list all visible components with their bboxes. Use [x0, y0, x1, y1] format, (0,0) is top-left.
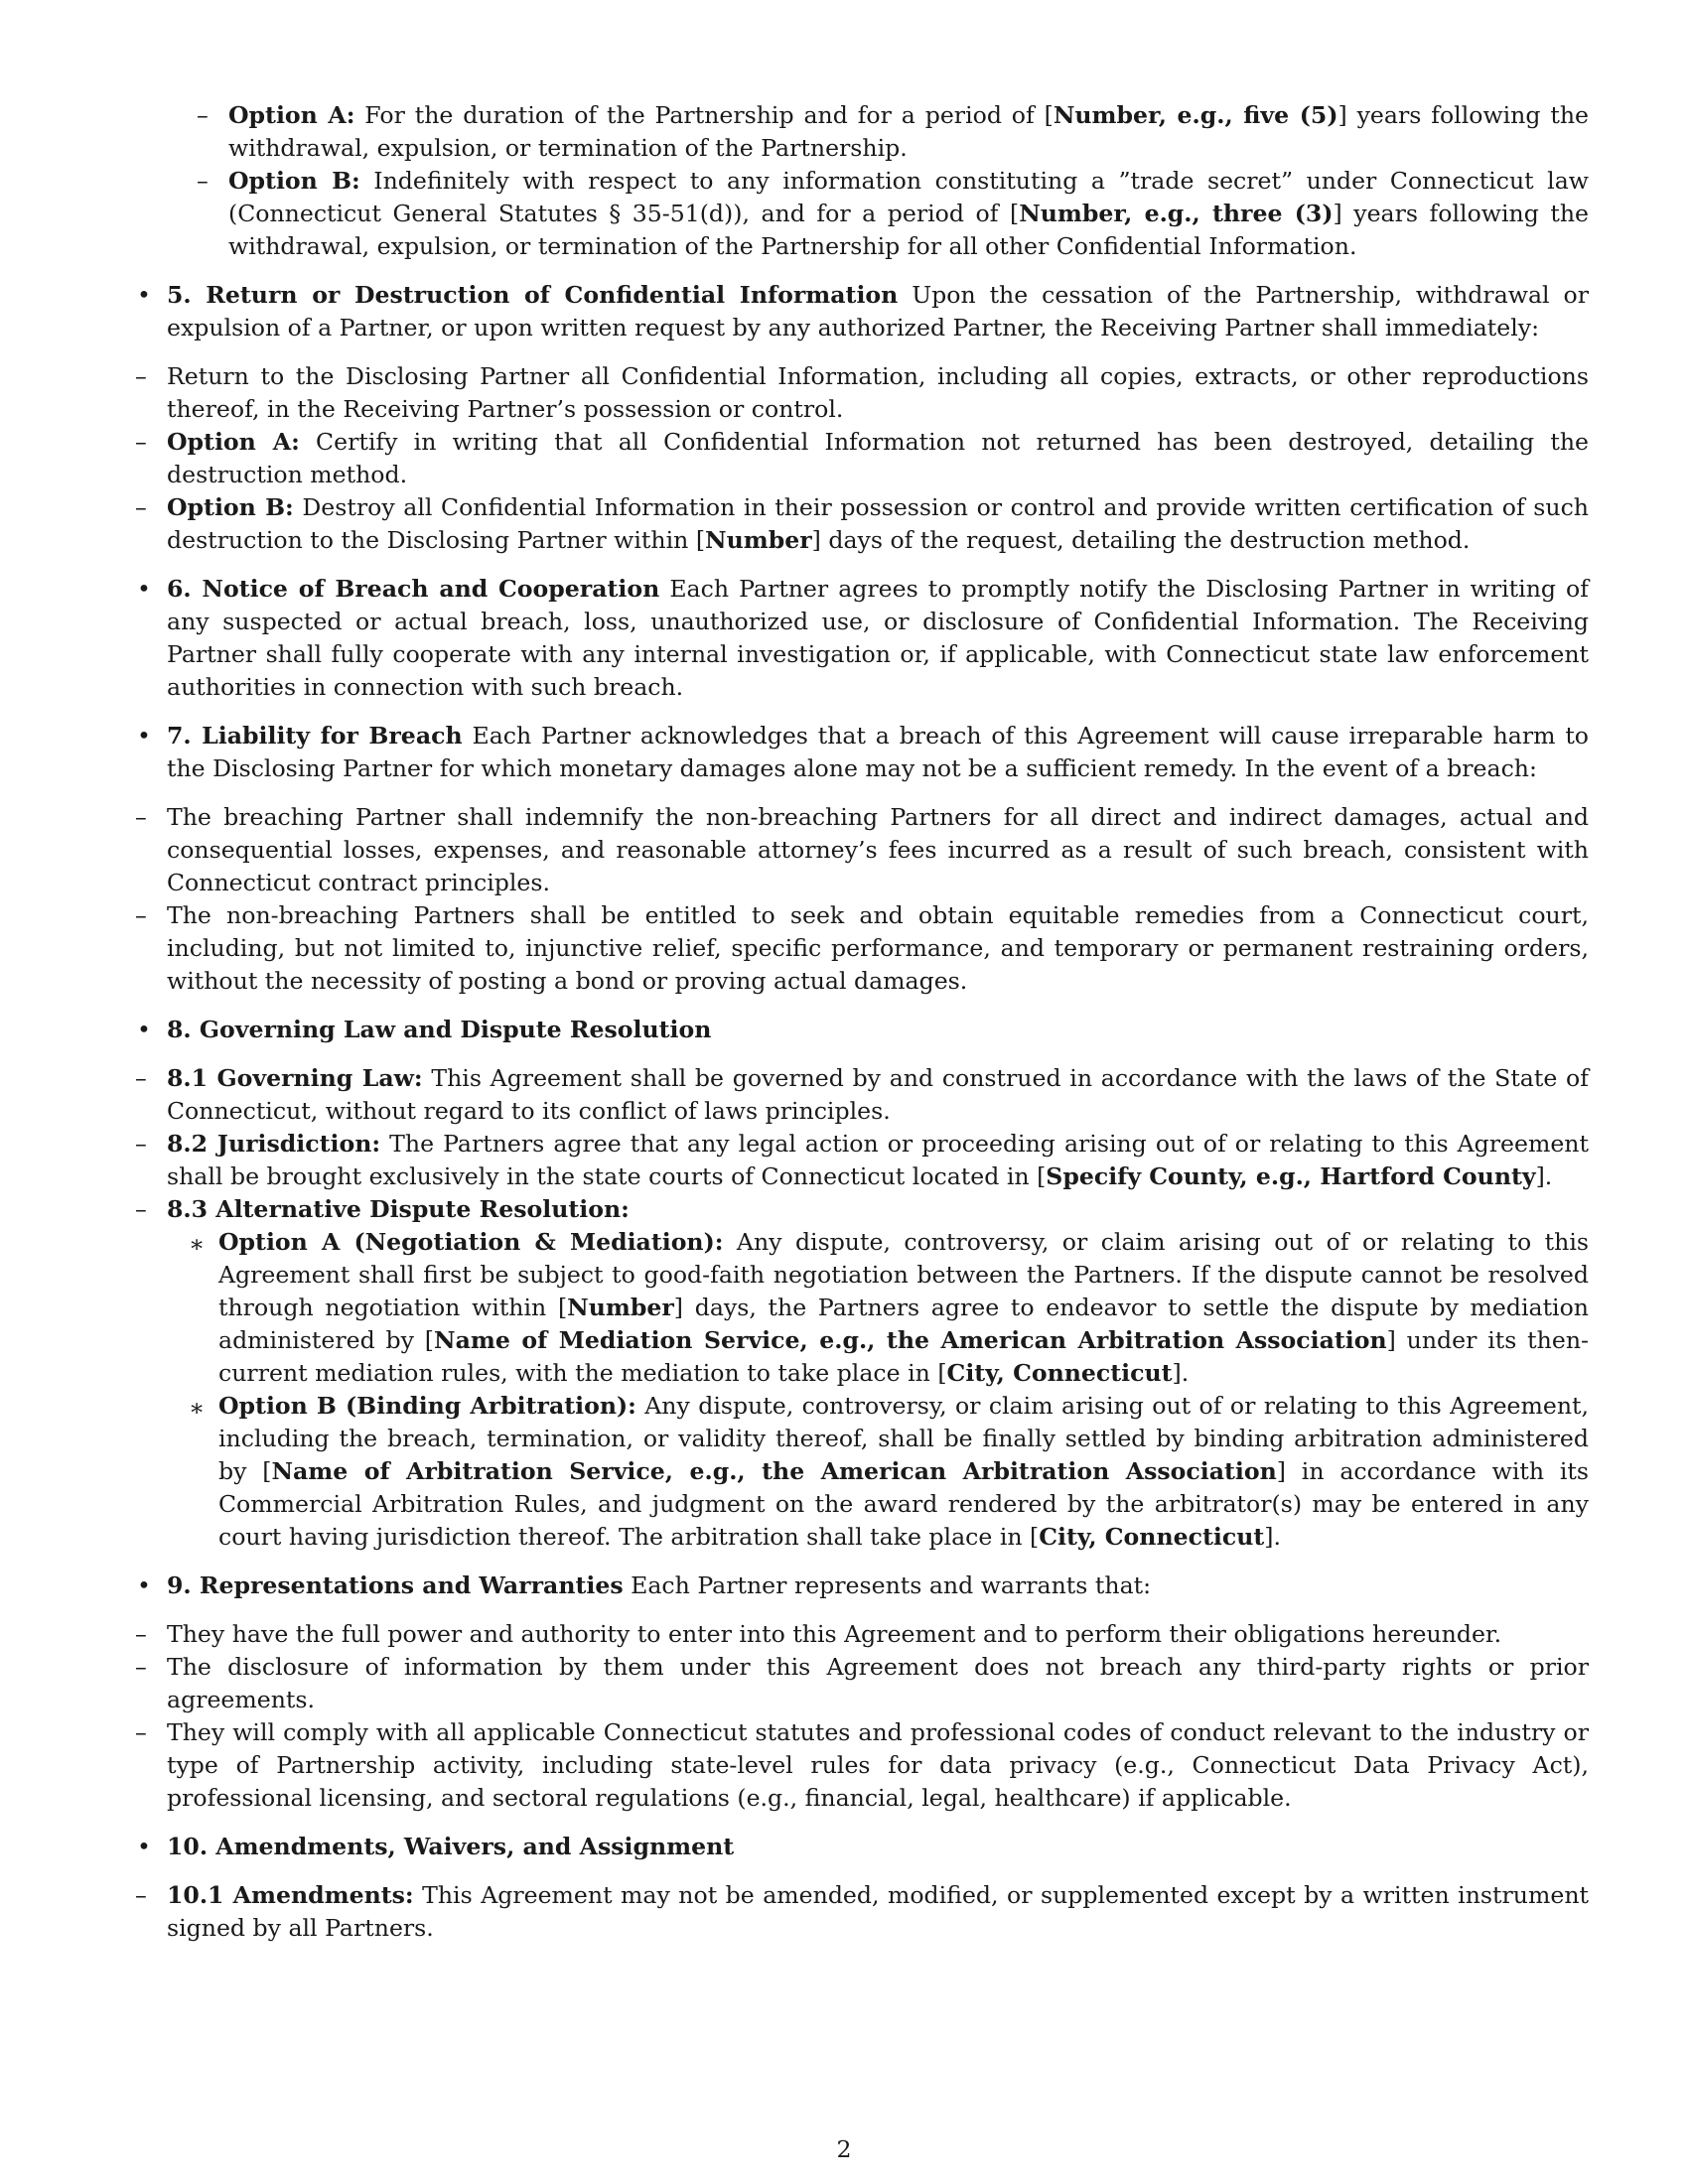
section-10 — [135, 1831, 1589, 1945]
section-6: • 6. Notice of Breach and Cooperation Each Partner agrees to promptly notify the Disclosing Partner in writing of any suspected or actual breach, loss, unauthorized use, or disclosure of Confidential Information. The Receiving Partner shall fully cooperate with any internal investigation or, if applicable, with Connecticut state law enforcement authorities in connection with such breach. — [137, 575, 1589, 701]
list-item: – 10.1 Amendments: This Agreement may not be amended, modified, or supplemented except by a written instrument signed by all Partners. — [135, 1881, 1589, 1942]
dash-marker: – — [135, 901, 147, 929]
list-item: – The disclosure of information by them under this Agreement does not breach any third-party rights or prior agreements. — [135, 1653, 1589, 1713]
dash-marker: – — [135, 1881, 147, 1909]
dash-marker: – — [135, 1064, 147, 1092]
section-9-items — [105, 1618, 1589, 1815]
dash-marker: – — [135, 362, 147, 390]
section-4-options — [167, 99, 1589, 263]
dash-marker: – — [197, 167, 209, 195]
star-marker: ∗ — [189, 1394, 206, 1422]
section-9: • 9. Representations and Warranties Each Partner represents and warrants that: – They have the full power and authority to enter into this Agreement and to perform their obligations hereunder. – The disclosure of information by them under this Agreement does not breach any third-party rights or prior agreements. – They will comply with all applicable Connecticut statutes and professional codes of conduct relevant to the industry or type of Partnership activity, including state-level rules for data privacy (e.g., Connecticut Data Privacy Act), professional licensing, and sectoral regulations (e.g., financial, legal, healthcare) if applicable. — [167, 1570, 1589, 1815]
bullet-marker: • — [137, 1571, 151, 1599]
section-heading: 5. Return or Destruction of Confidential Information — [167, 281, 899, 309]
list-item: – Option A: Certify in writing that all Confidential Information not returned has been destroyed, detailing the destruction method. — [135, 428, 1590, 488]
option-label: Option A: — [228, 101, 355, 129]
section-4-option-a: – Option A: For the duration of the Partnership and for a period of [Number, e.g., five (5)] years following the withdrawal, expulsion, or termination of the Partnership. — [197, 101, 1589, 162]
list-item: – They will comply with all applicable Connecticut statutes and professional codes of conduct relevant to the industry or type of Partnership activity, including state-level rules for data privacy (e.g., Connecticut Data Privacy Act), professional licensing, and sectoral regulations (e.g., financial, legal, healthcare) if applicable. — [135, 1718, 1589, 1812]
section-4-option-b: – Option B: Indefinitely with respect to any information constituting a ”trade secret” under Connecticut law (Connecticut General Statutes § 35-51(d)), and for a period of [Number, e.g., three (3)] years following the withdrawal, expulsion, or termination of the Partnership for all other Confidential Information. — [197, 167, 1589, 260]
adr-options — [167, 1226, 1589, 1554]
dash-marker: – — [135, 1620, 147, 1648]
dash-marker: – — [135, 493, 147, 521]
sections-list — [135, 279, 1590, 1945]
section-heading: 9. Representations and Warranties — [167, 1571, 624, 1599]
dash-marker: – — [135, 803, 147, 831]
star-marker: ∗ — [189, 1230, 206, 1258]
section-heading: 10. Amendments, Waivers, and Assignment — [167, 1833, 735, 1860]
section-5: • 5. Return or Destruction of Confidential Information Upon the cessation of the Partnership, withdrawal or expulsion of a Partner, or upon written request by any authorized Partner, the Receiving Partner shall immediately: – Return to the Disclosing Partner all Confidential Information, including all copies, extracts, or other reproductions thereof, in the Receiving Partner’s possession or control. – Option A: Certify in writing that all Confidential Information not returned has been destroyed, detailing the destruction method. – Option B: Destroy all Confidential Information in their possession or control and provide written certification of such destruction to the Disclosing Partner within [Number] days of the request, detailing the destruction method. — [167, 279, 1589, 557]
section-10-items — [105, 1879, 1589, 1945]
dash-marker: – — [135, 1718, 147, 1746]
option-label: Option B: — [228, 167, 360, 195]
dash-marker: – — [135, 1130, 147, 1158]
list-item: ∗ Option B (Binding Arbitration): Any dispute, controversy, or claim arising out of or relating to this Agreement, including the breach, termination, or validity thereof, shall be finally settled by binding arbitration administered by [Name of Arbitration Service, e.g., the American Arbitration Association] in accordance with its Commercial Arbitration Rules, and judgment on the award rendered by the arbitrator(s) may be entered in any court having jurisdiction thereof. The arbitration shall take place in [City, Connecticut]. — [189, 1392, 1590, 1551]
list-item: – 8.1 Governing Law: This Agreement shall be governed by and construed in accordance with the laws of the State of Connecticut, without regard to its conflict of laws principles. — [135, 1064, 1589, 1125]
list-item: – The breaching Partner shall indemnify the non-breaching Partners for all direct and indirect damages, actual and consequential losses, expenses, and reasonable attorney’s fees incurred as a result of such breach, consistent with Connecticut contract principles. — [135, 803, 1589, 896]
bullet-marker: • — [137, 722, 151, 750]
bullet-marker: • — [137, 1016, 151, 1043]
dash-marker: – — [135, 1653, 147, 1681]
section-heading: 7. Liability for Breach — [167, 722, 463, 750]
list-item: – 8.2 Jurisdiction: The Partners agree that any legal action or proceeding arising out of or relating to this Agreement shall be brought exclusively in the state courts of Connecticut located in [Specify County, e.g., Hartford County]. — [135, 1130, 1589, 1190]
section-8 — [135, 1014, 1590, 1554]
list-item: – The non-breaching Partners shall be entitled to seek and obtain equitable remedies from a Connecticut court, including, but not limited to, injunctive relief, specific performance, and temporary or permanent restraining orders, without the necessity of posting a bond or proving actual damages. — [135, 901, 1589, 995]
bullet-marker: • — [137, 575, 151, 603]
section-8-items — [105, 1062, 1589, 1554]
list-item: ∗ Option A (Negotiation & Mediation): Any dispute, controversy, or claim arising out of or relating to this Agreement shall first be subject to good-faith negotiation between the Partners. If the dispute cannot be resolved through negotiation within [Number] days, the Partners agree to endeavor to settle the dispute by mediation administered by [Name of Mediation Service, e.g., the American Arbitration Association] under its then-current mediation rules, with the mediation to take place in [City, Connecticut]. — [189, 1228, 1589, 1387]
section-7-items — [105, 801, 1589, 998]
dash-marker: – — [135, 428, 147, 456]
page-number: 2 — [836, 2135, 852, 2163]
section-7: • 7. Liability for Breach Each Partner acknowledges that a breach of this Agreement will cause irreparable harm to the Disclosing Partner for which monetary damages alone may not be a sufficient remedy. In the event of a breach: – The breaching Partner shall indemnify the non-breaching Partners for all direct and indirect damages, actual and consequential losses, expenses, and reasonable attorney’s fees incurred as a result of such breach, consistent with Connecticut contract principles. – The non-breaching Partners shall be entitled to seek and obtain equitable remedies from a Connecticut court, including, but not limited to, injunctive relief, specific performance, and temporary or permanent restraining orders, without the necessity of posting a bond or proving actual damages. — [167, 720, 1589, 998]
dash-marker: – — [197, 101, 209, 129]
list-item: – Option B: Destroy all Confidential Information in their possession or control and provide written certification of such destruction to the Disclosing Partner within [Number] days of the request, detailing the destruction method. — [135, 493, 1589, 554]
list-item: – They have the full power and authority to enter into this Agreement and to perform their obligations hereunder. — [105, 1618, 1589, 1651]
bullet-marker: • — [137, 1833, 151, 1860]
dash-marker: – — [135, 1195, 147, 1223]
bullet-marker: • — [137, 281, 151, 309]
document-body — [135, 99, 1590, 1945]
section-5-items — [105, 360, 1589, 557]
section-heading: 8. Governing Law and Dispute Resolution — [167, 1016, 712, 1043]
list-item: – Return to the Disclosing Partner all Confidential Information, including all copies, extracts, or other reproductions thereof, in the Receiving Partner’s possession or control. — [135, 362, 1589, 423]
section-heading: 6. Notice of Breach and Cooperation — [167, 575, 660, 603]
list-item: – 8.3 Alternative Dispute Resolution: ∗ Option A (Negotiation & Mediation): Any dispute, controversy, or claim arising out of or relating to this Agreement shall first be subject to good-faith negotiation between the Partners. If the dispute cannot be resolved through negotiation within [Number] days, the Partners agree to endeavor to settle the dispute by mediation administered by [Name of Mediation Service, e.g., the American Arbitration Association] under its then-current mediation rules, with the mediation to take place in [City, Connecticut]. ∗ Option B (Binding Arbitration): Any dispute, controversy, or claim arising out of or relating to this Agreement, including the breach, termination, or validity thereof, shall be finally settled by binding arbitration administered by [Name of Arbitration Service, e.g., the American Arbitration Association] in accordance with its Commercial Arbitration Rules, and judgment on the award rendered by the arbitrator(s) may be entered in any court having jurisdiction thereof. The arbitration shall take place in [City, Connecticut]. — [105, 1193, 1589, 1554]
